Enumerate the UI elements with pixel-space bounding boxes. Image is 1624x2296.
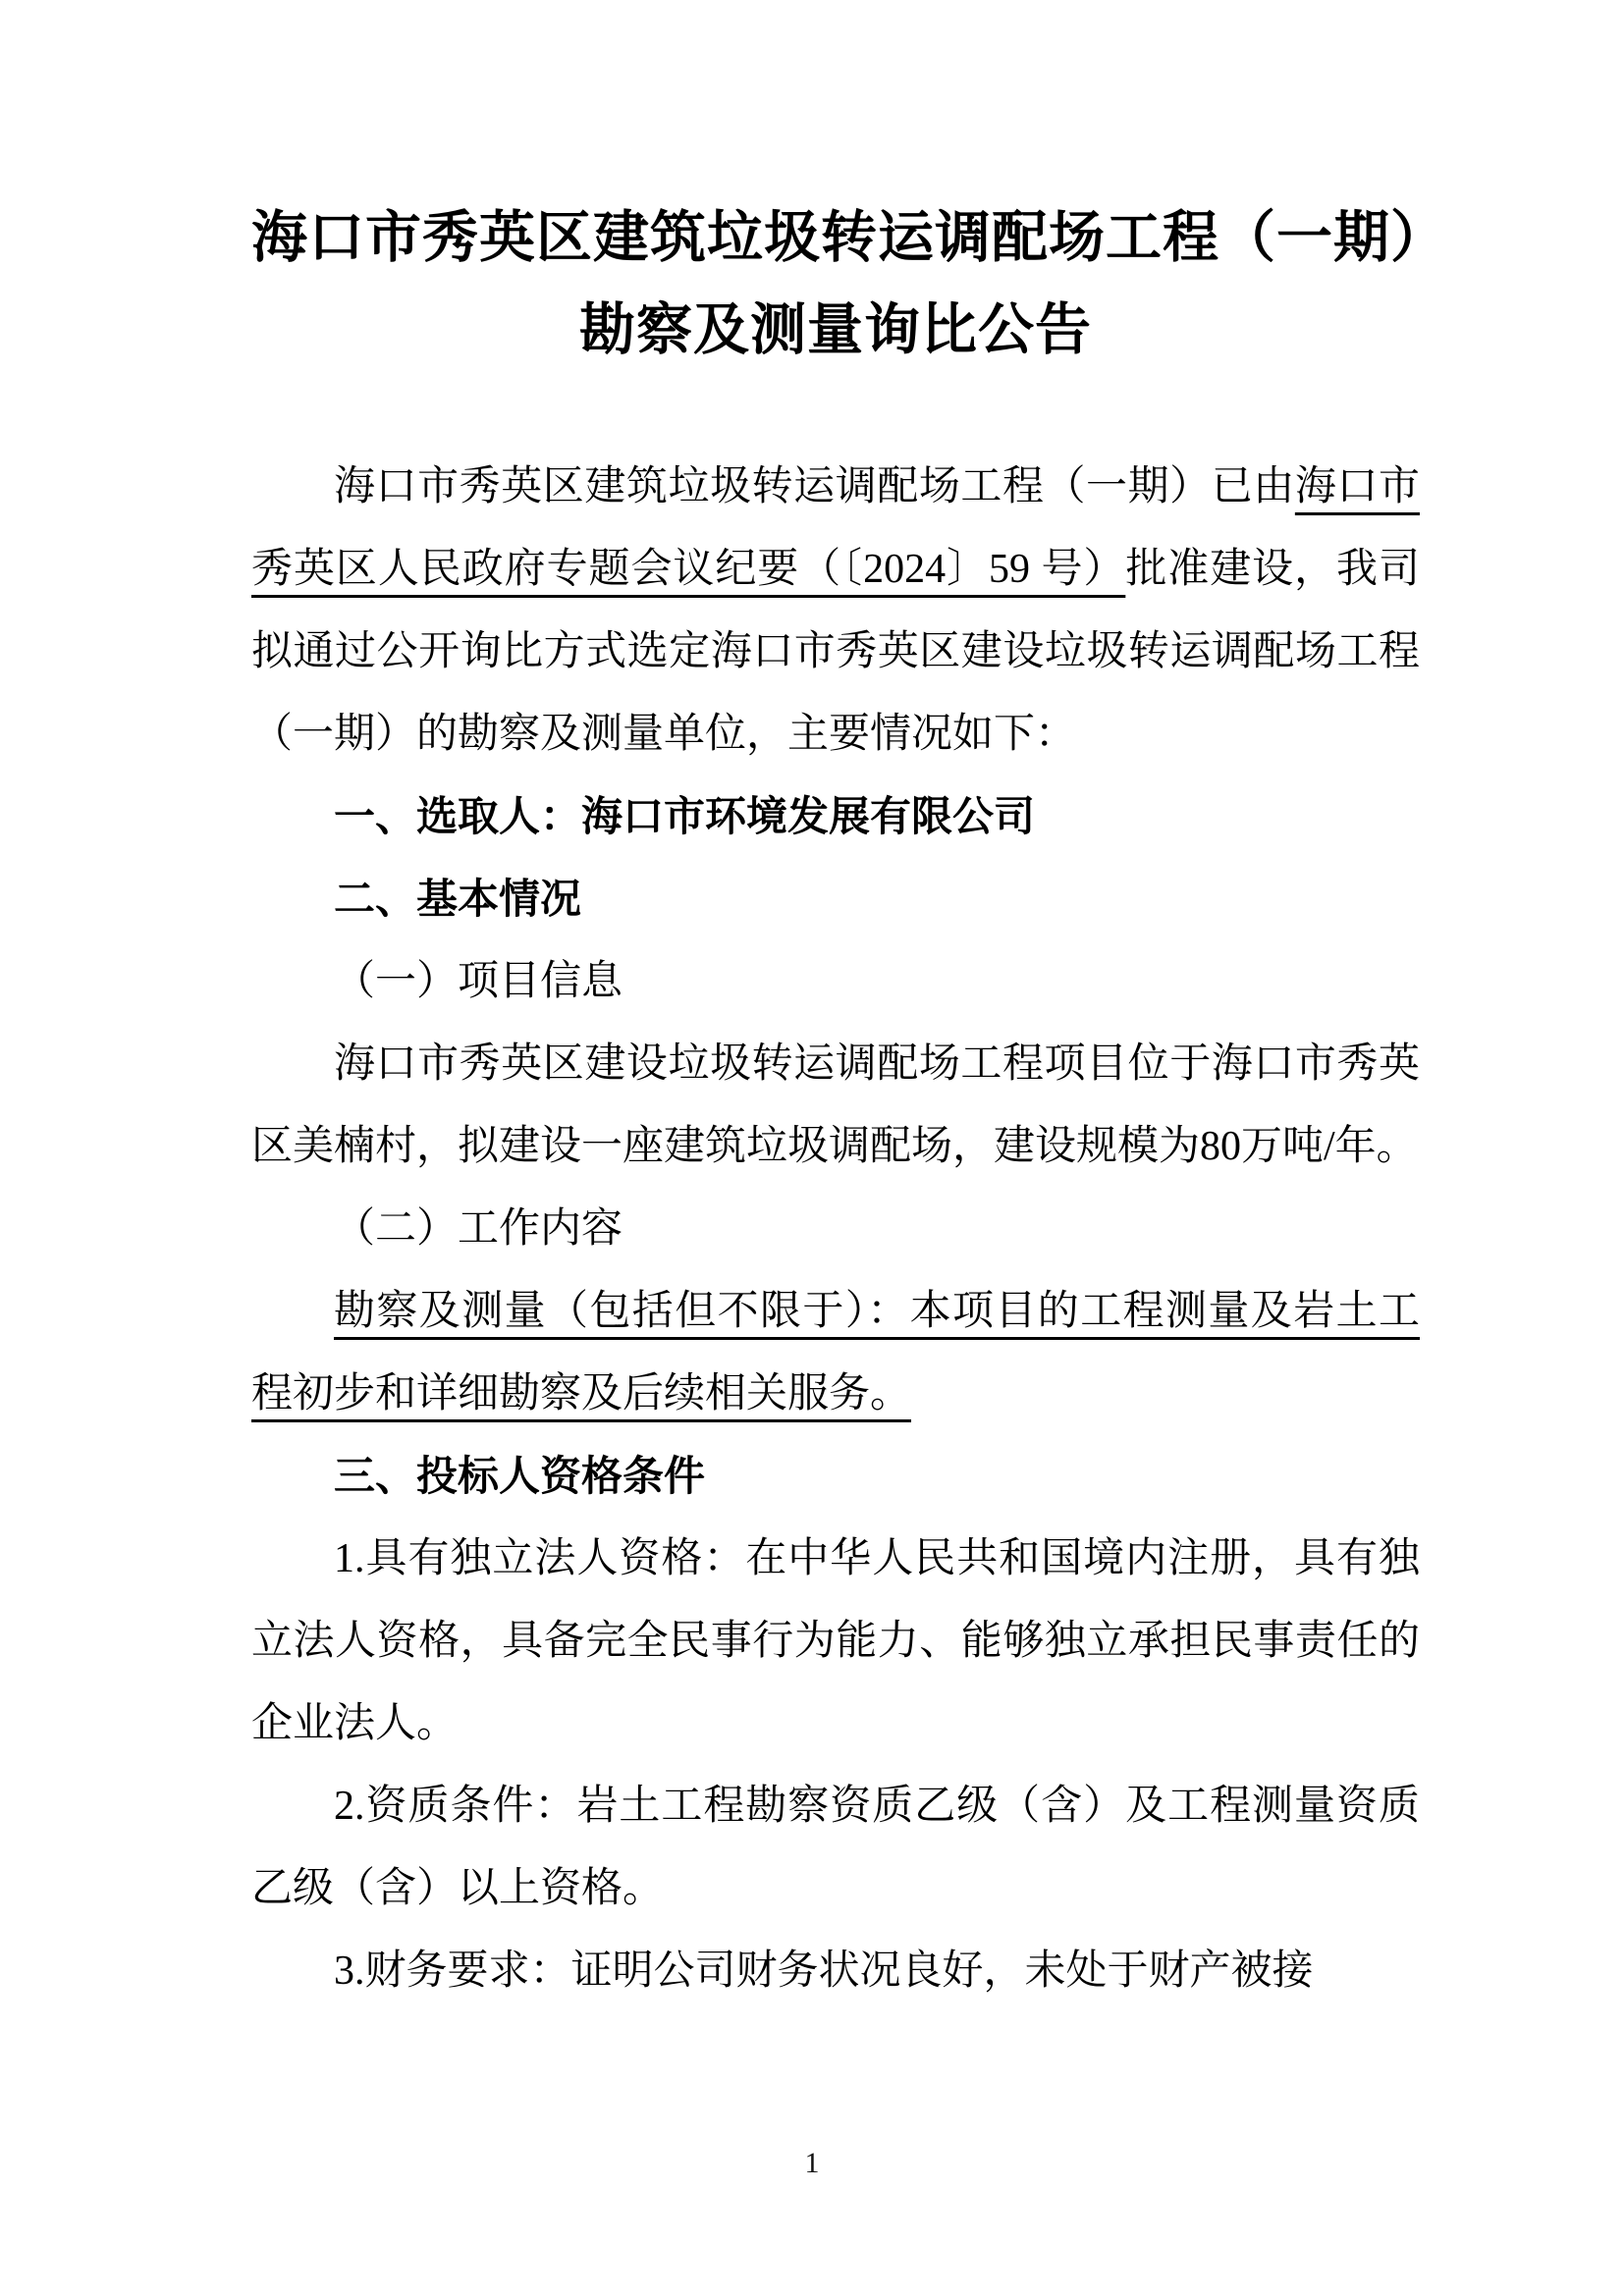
work-scope-underlined: 勘察及测量（包括但不限于）：本项目的工程测量及岩土工程初步和详细勘察及后续相关服务。: [251, 1289, 1420, 1416]
paragraph-project-info: 海口市秀英区建设垃圾转运调配场工程项目位于海口市秀英区美楠村，拟建设一座建筑垃圾调配场，建设规模为80万吨/年。: [251, 1041, 1420, 1169]
page-footer: [0, 2147, 1624, 2180]
intro-text-pre: 海口市秀英区建筑垃圾转运调配场工程（一期）已由: [334, 464, 1295, 509]
page-number: 1: [804, 2147, 820, 2179]
paragraph-intro: [251, 446, 1420, 775]
section-heading-selector: 一、选取人：海口市环境发展有限公司: [334, 793, 1036, 839]
section-heading-basic-info: 二、基本情况: [334, 876, 582, 922]
qualification-item-3: 3.财务要求：证明公司财务状况良好，未处于财产被接: [334, 1949, 1314, 1994]
qualification-item-2: 2.资质条件：岩土工程勘察资质乙级（含）及工程测量资质乙级（含）以上资格。: [251, 1784, 1420, 1911]
subheading-project-info: （一）项目信息: [334, 959, 623, 1004]
qualification-item-1: 1.具有独立法人资格：在中华人民共和国境内注册，具有独立法人资格，具备完全民事行为能力、能够独立承担民事责任的企业法人。: [251, 1536, 1420, 1746]
section-heading-bidder-qualifications: 三、投标人资格条件: [334, 1453, 706, 1499]
paragraph-work-scope: [251, 1270, 1420, 1435]
subheading-work-content: （二）工作内容: [334, 1206, 623, 1252]
document-title: [251, 192, 1447, 377]
document-body: [251, 446, 1420, 2012]
document-title-line1: 海口市秀英区建筑垃圾转运调配场工程（一期）: [251, 207, 1447, 269]
document-title-line2: 勘察及测量询比公告: [579, 299, 1092, 361]
intro-approval-reference-underlined: 海口市秀英区人民政府专题会议纪要（〔2024〕59 号）: [251, 464, 1420, 592]
intro-text-post: 批准建设，我司拟通过公开询比方式选定海口市秀英区建设垃圾转运调配场工程（一期）的勘察及测量单位，主要情况如下：: [251, 547, 1420, 757]
